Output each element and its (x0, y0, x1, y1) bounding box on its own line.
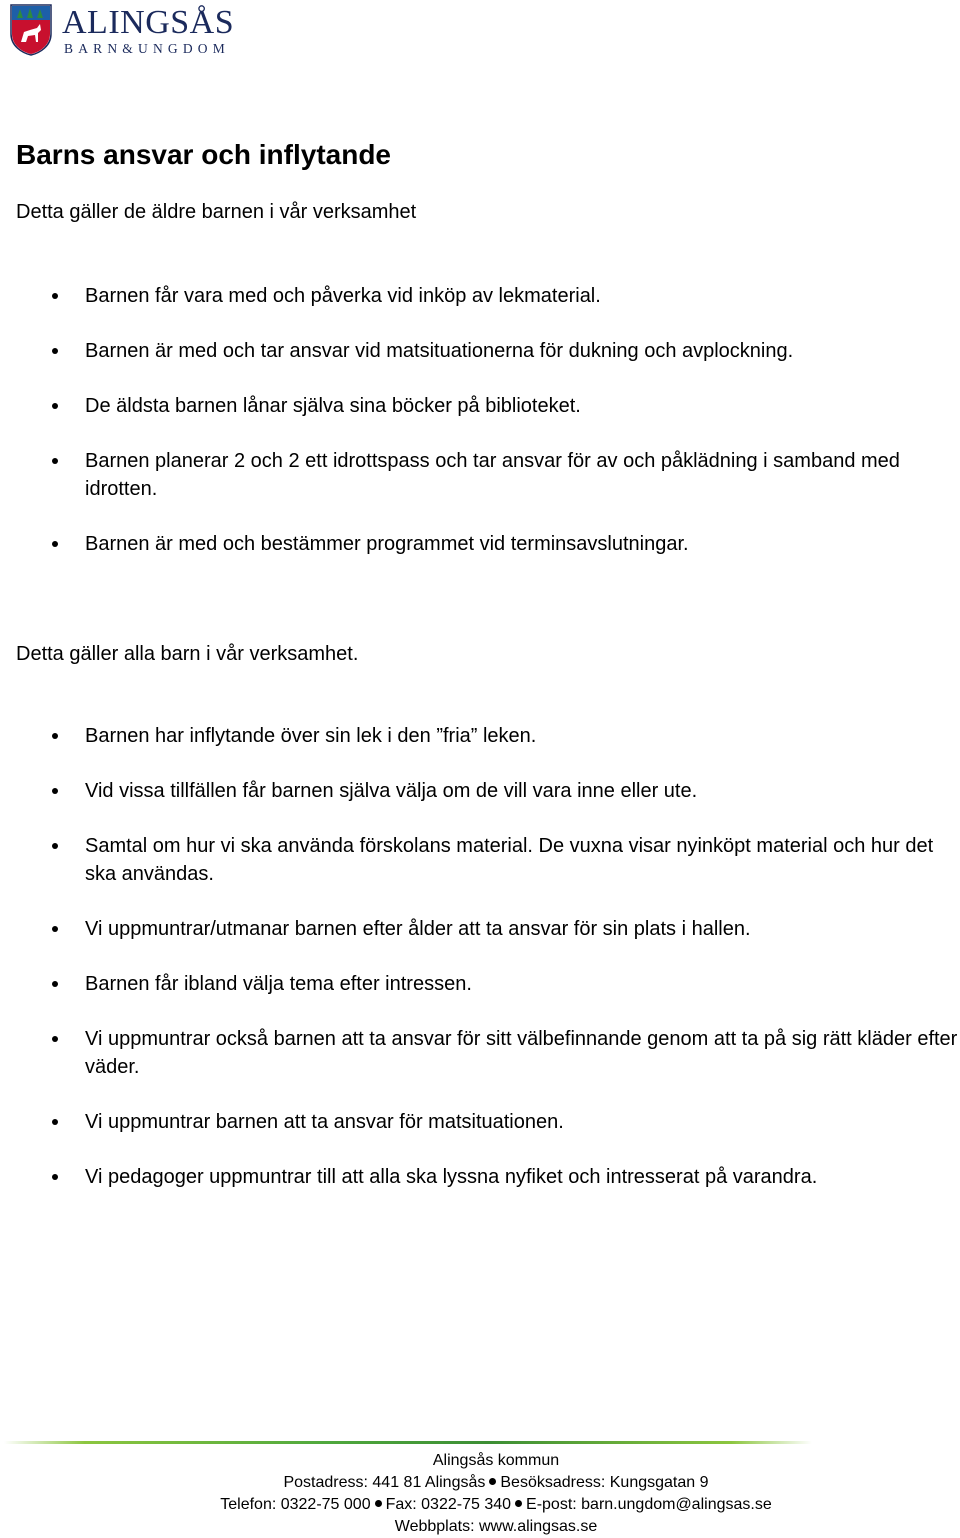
bullet-icon (52, 293, 58, 299)
list-item-text: Barnen får ibland välja tema efter intressen. (85, 973, 472, 995)
footer-visit: Besöksadress: Kungsgatan 9 (500, 1474, 709, 1491)
logo-subtitle: BARN&UNGDOM (64, 41, 230, 56)
bullet-icon (52, 843, 58, 849)
bullet-icon (52, 403, 58, 409)
list-item-text: Barnen får vara med och påverka vid inköp av lekmaterial. (85, 285, 601, 307)
bullet-icon (52, 458, 58, 464)
list-item-text: De äldsta barnen lånar själva sina böcker på biblioteket. (85, 395, 581, 417)
section-intro-older: Detta gäller de äldre barnen i vår verksamhet (16, 201, 417, 223)
footer-fax: Fax: 0322-75 340 (385, 1496, 512, 1513)
bullet-icon (52, 1174, 58, 1180)
footer-email[interactable]: E-post: barn.ungdom@alingsas.se (526, 1496, 772, 1513)
separator-dot-icon (375, 1500, 382, 1507)
list-item-text: Barnen är med och tar ansvar vid matsituationerna för dukning och avplockning. (85, 340, 794, 362)
footer-address-line (180, 1472, 812, 1494)
footer-web[interactable]: Webbplats: www.alingsas.se (394, 1518, 598, 1535)
list-item-text: Barnen har inflytande över sin lek i den ”fria” leken. (85, 725, 537, 747)
separator-dot-icon (489, 1478, 496, 1485)
footer (180, 1450, 812, 1538)
coat-of-arms-icon (10, 4, 52, 56)
list-item-text: Barnen planerar 2 och 2 ett idrottspass och tar ansvar för av och påklädning i samband med idrotten. (85, 450, 900, 500)
bullet-icon (52, 1036, 58, 1042)
header-logo (10, 4, 240, 56)
list-item-text: Vid vissa tillfällen får barnen själva välja om de vill vara inne eller ute. (85, 780, 698, 802)
separator-dot-icon (515, 1500, 522, 1507)
bullet-icon (52, 981, 58, 987)
list-item-text: Barnen är med och bestämmer programmet vid terminsavslutningar. (85, 533, 689, 555)
bullet-icon (52, 348, 58, 354)
list-item-text: Vi pedagoger uppmuntrar till att alla ska lyssna nyfiket och intresserat på varandra. (85, 1166, 818, 1188)
logo-wordmark: ALINGSÅS (62, 4, 235, 41)
bullet-icon (52, 926, 58, 932)
page-title: Barns ansvar och inflytande (16, 139, 392, 170)
footer-org: Alingsås kommun (432, 1452, 560, 1469)
bullet-icon (52, 788, 58, 794)
footer-phone: Telefon: 0322-75 000 (220, 1496, 371, 1513)
bullet-icon (52, 733, 58, 739)
footer-contact-line (180, 1494, 812, 1516)
section-intro-all: Detta gäller alla barn i vår verksamhet. (16, 643, 359, 665)
footer-postal: Postadress: 441 81 Alingsås (283, 1474, 486, 1491)
bullet-icon (52, 1119, 58, 1125)
list-item-text: Vi uppmuntrar barnen att ta ansvar för matsituationen. (85, 1111, 564, 1133)
bullet-icon (52, 541, 58, 547)
list-item-text: Vi uppmuntrar också barnen att ta ansvar för sitt välbefinnande genom att ta på sig rätt kläder efter väder. (85, 1028, 958, 1078)
footer-divider (4, 1441, 812, 1444)
list-item-text: Vi uppmuntrar/utmanar barnen efter ålder att ta ansvar för sin plats i hallen. (85, 918, 751, 940)
list-item-text: Samtal om hur vi ska använda förskolans material. De vuxna visar nyinköpt material och hur det ska användas. (85, 835, 934, 885)
